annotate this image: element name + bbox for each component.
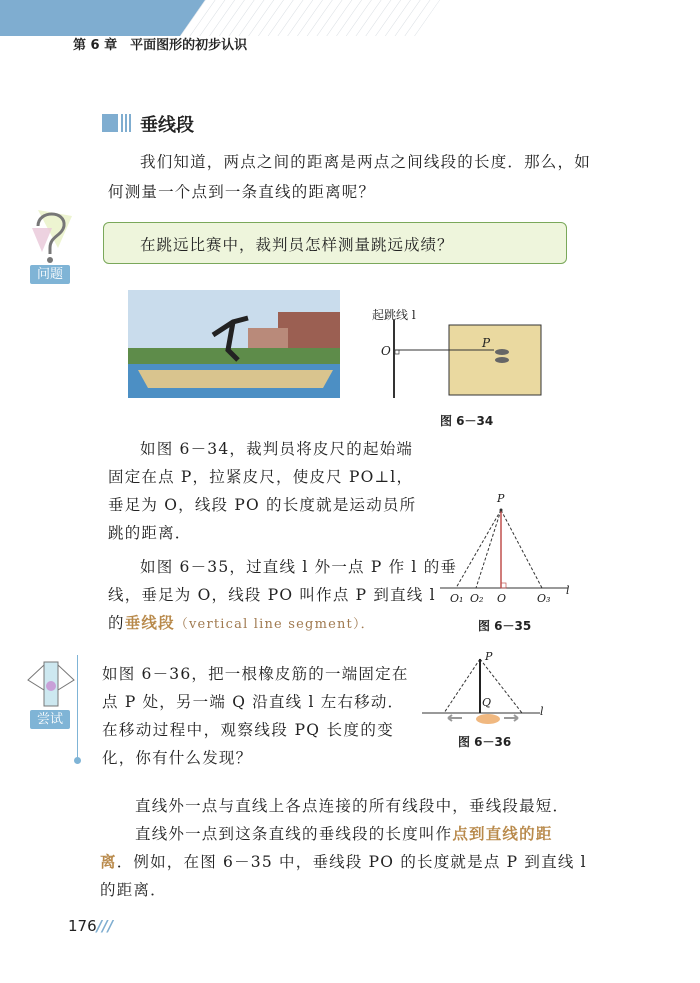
- fig34-P: P: [482, 336, 491, 350]
- chapter-title: 第 6 章 平面图形的初步认识: [73, 38, 248, 53]
- text-line: 线，垂足为 O，线段 PO 叫作点 P 到直线 l: [108, 586, 436, 604]
- problem-box: [103, 222, 567, 264]
- term-highlight: 点到直线的距: [452, 824, 553, 843]
- text-line: 如图 6－36，把一根橡皮筋的一端固定在: [102, 665, 409, 683]
- fig36-P: P: [485, 650, 493, 663]
- fig36-diagram: [420, 655, 550, 725]
- fig35-P: P: [497, 492, 505, 505]
- slash-decoration: ///: [96, 917, 114, 935]
- fig35-O2: O₂: [470, 592, 484, 605]
- text-line: [100, 850, 587, 872]
- text-line: [135, 822, 553, 844]
- problem-text: 在跳远比赛中，裁判员怎样测量跳远成绩？: [140, 236, 454, 254]
- fig36-l: l: [540, 705, 544, 718]
- section-title: 垂线段: [140, 115, 194, 136]
- text-line: 固定在点 P，拉紧皮尺，使皮尺 PO⊥l，: [108, 468, 414, 486]
- intro-line: 何测量一个点到一条直线的距离呢？: [108, 183, 376, 201]
- fig34-line-label: 起跳线 l: [372, 308, 416, 322]
- fig36-caption: 图 6－36: [458, 735, 512, 749]
- text-line: 化，你有什么发现？: [102, 749, 253, 767]
- text-line: [108, 611, 375, 633]
- page-number: [68, 917, 113, 935]
- text-line: 直线外一点与直线上各点连接的所有线段中，垂线段最短．: [135, 797, 570, 815]
- fig34-O: O: [381, 344, 391, 358]
- fig35-caption: 图 6－35: [478, 619, 532, 633]
- text-line: 跳的距离．: [108, 524, 192, 542]
- question-mark-icon: [28, 208, 74, 266]
- fig34-caption: 图 6－34: [440, 414, 494, 428]
- text-line: 垂足为 O，线段 PO 的长度就是运动员所: [108, 496, 417, 514]
- english-term: （vertical line segment）．: [174, 617, 375, 632]
- fig35-diagram: [430, 500, 575, 600]
- intro-line: 我们知道，两点之间的距离是两点之间线段的长度．那么，如: [140, 153, 591, 171]
- term-highlight: 垂线段: [124, 613, 175, 632]
- text: ．例如，在图 6－35 中，垂线段 PO 的长度就是点 P 到直线 l: [116, 853, 587, 871]
- try-badge: 尝试: [30, 710, 70, 729]
- fig36-Q: Q: [482, 696, 492, 709]
- fig34-diagram: [360, 320, 550, 405]
- text-line: 在移动过程中，观察线段 PQ 长度的变: [102, 721, 394, 739]
- fig35-O: O: [497, 592, 507, 605]
- fig35-l: l: [566, 584, 570, 597]
- text: 的: [108, 614, 125, 632]
- text-line: 如图 6－34，裁判员将皮尺的起始端: [140, 440, 414, 458]
- text-line: 如图 6－35，过直线 l 外一点 P 作 l 的垂: [140, 558, 458, 576]
- long-jump-photo: [128, 290, 340, 398]
- page-number-text: 176: [68, 917, 97, 935]
- text-line: 点 P 处，另一端 Q 沿直线 l 左右移动．: [102, 693, 405, 711]
- tube-icon: [26, 660, 76, 710]
- fig35-O3: O₃: [537, 592, 551, 605]
- term-highlight: 离: [100, 852, 117, 871]
- try-divider-dot: [74, 757, 81, 764]
- text: 直线外一点到这条直线的垂线段的长度叫作: [135, 825, 453, 843]
- problem-badge: 问题: [30, 265, 70, 284]
- try-divider: [77, 655, 78, 760]
- fig35-O1: O₁: [450, 592, 464, 605]
- text-line: 的距离．: [100, 881, 167, 899]
